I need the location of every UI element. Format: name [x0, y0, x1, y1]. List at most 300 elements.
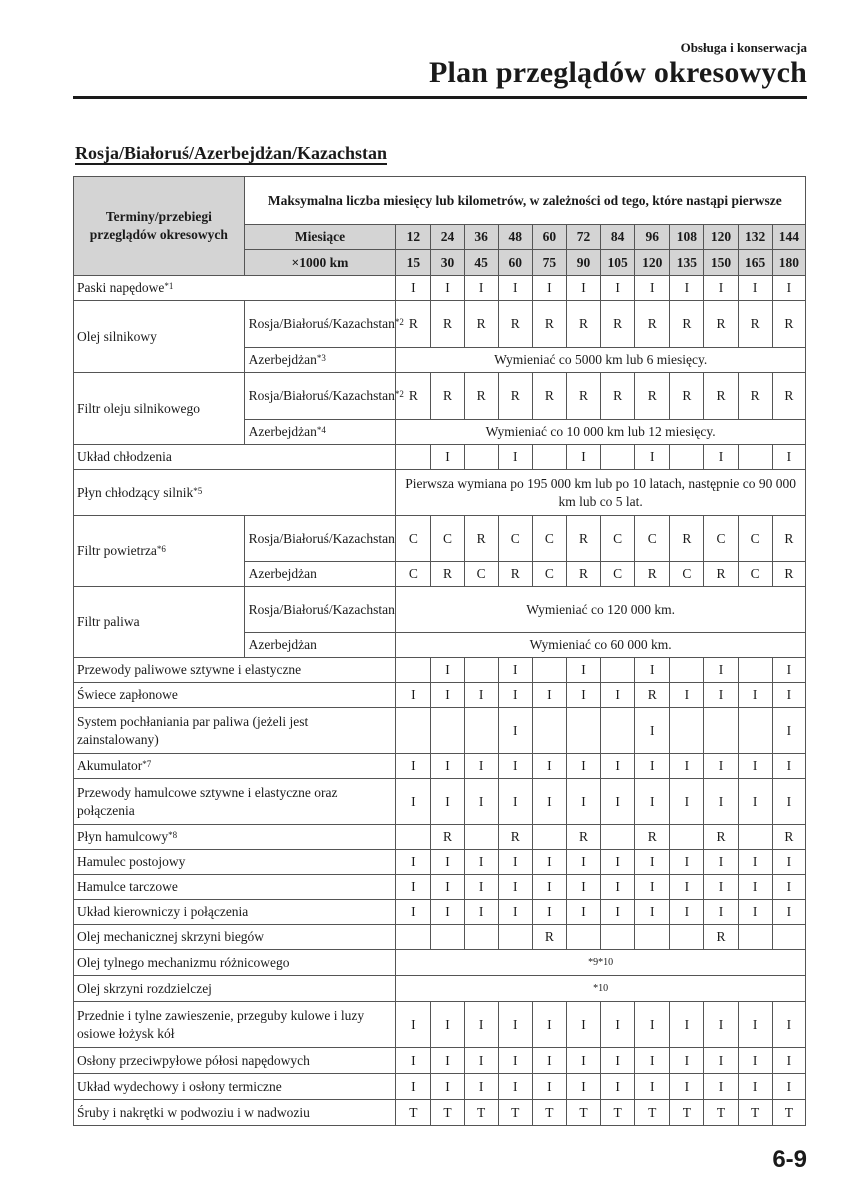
schedule-cell: I: [738, 1048, 772, 1074]
table-row: [74, 925, 806, 950]
schedule-cell: [601, 708, 635, 754]
schedule-cell: I: [738, 779, 772, 825]
item-label: Hamulce tarczowe: [74, 875, 396, 900]
schedule-cell: R: [601, 373, 635, 420]
month-cell: 84: [601, 225, 635, 250]
schedule-cell: [670, 658, 704, 683]
schedule-cell: [601, 658, 635, 683]
schedule-cell: I: [498, 708, 532, 754]
schedule-cell: C: [464, 562, 498, 587]
schedule-cell: I: [704, 779, 738, 825]
item-label: Śruby i nakrętki w podwoziu i w nadwoziu: [74, 1100, 396, 1126]
schedule-cell: I: [498, 754, 532, 779]
schedule-cell: I: [532, 779, 566, 825]
schedule-cell: I: [532, 1048, 566, 1074]
schedule-cell: I: [566, 445, 600, 470]
interval-note: Wymieniać co 120 000 km.: [396, 587, 806, 633]
region-label: Azerbejdżan: [244, 633, 396, 658]
km-cell: 45: [464, 250, 498, 276]
schedule-cell: I: [498, 445, 532, 470]
schedule-cell: [601, 445, 635, 470]
schedule-cell: [738, 925, 772, 950]
schedule-cell: C: [601, 516, 635, 562]
schedule-cell: C: [704, 516, 738, 562]
schedule-cell: I: [635, 850, 670, 875]
schedule-cell: I: [635, 875, 670, 900]
schedule-cell: [670, 925, 704, 950]
schedule-cell: I: [498, 875, 532, 900]
schedule-cell: I: [464, 754, 498, 779]
km-cell: 120: [635, 250, 670, 276]
schedule-cell: C: [532, 516, 566, 562]
schedule-cell: I: [431, 1048, 464, 1074]
month-cell: 96: [635, 225, 670, 250]
schedule-cell: I: [670, 1002, 704, 1048]
schedule-cell: T: [532, 1100, 566, 1126]
schedule-cell: I: [498, 1048, 532, 1074]
schedule-cell: I: [738, 754, 772, 779]
footnote-reference: *10: [396, 976, 806, 1002]
schedule-cell: R: [670, 373, 704, 420]
item-label: Filtr powietrza$^{*6}$: [74, 516, 245, 587]
schedule-cell: I: [566, 779, 600, 825]
schedule-cell: R: [704, 825, 738, 850]
item-label: System pochłaniania par paliwa (jeżeli jest zainstalowany): [74, 708, 396, 754]
km-cell: 15: [396, 250, 431, 276]
schedule-cell: [431, 708, 464, 754]
table-row: [74, 683, 806, 708]
region-label: Azerbejdżan$^{*4}$: [244, 420, 396, 445]
schedule-cell: I: [704, 875, 738, 900]
table-row: [74, 779, 806, 825]
schedule-cell: I: [431, 658, 464, 683]
schedule-cell: I: [704, 900, 738, 925]
schedule-cell: R: [532, 301, 566, 348]
schedule-cell: I: [566, 1002, 600, 1048]
schedule-cell: R: [635, 562, 670, 587]
schedule-cell: C: [396, 562, 431, 587]
schedule-cell: I: [772, 900, 805, 925]
schedule-cell: [396, 925, 431, 950]
item-label: Filtr oleju silnikowego: [74, 373, 245, 445]
schedule-cell: I: [772, 875, 805, 900]
schedule-cell: I: [738, 900, 772, 925]
schedule-cell: [635, 925, 670, 950]
schedule-cell: T: [601, 1100, 635, 1126]
schedule-cell: [532, 708, 566, 754]
month-cell: 48: [498, 225, 532, 250]
schedule-cell: I: [431, 445, 464, 470]
schedule-cell: I: [532, 1002, 566, 1048]
schedule-cell: I: [396, 875, 431, 900]
schedule-cell: I: [396, 850, 431, 875]
schedule-cell: I: [464, 1074, 498, 1100]
schedule-cell: [670, 708, 704, 754]
schedule-cell: R: [464, 373, 498, 420]
schedule-cell: [670, 825, 704, 850]
schedule-cell: I: [601, 850, 635, 875]
schedule-cell: I: [431, 1074, 464, 1100]
schedule-cell: I: [464, 779, 498, 825]
schedule-cell: I: [431, 850, 464, 875]
schedule-cell: R: [431, 562, 464, 587]
maintenance-schedule-table: [73, 176, 806, 1126]
schedule-cell: I: [670, 754, 704, 779]
schedule-cell: R: [566, 373, 600, 420]
schedule-cell: R: [635, 825, 670, 850]
item-label: Układ chłodzenia: [74, 445, 396, 470]
table-row: [74, 875, 806, 900]
schedule-cell: I: [670, 1048, 704, 1074]
month-cell: 36: [464, 225, 498, 250]
interval-note: Wymieniać co 60 000 km.: [396, 633, 806, 658]
schedule-cell: C: [601, 562, 635, 587]
schedule-cell: R: [704, 373, 738, 420]
schedule-cell: I: [498, 683, 532, 708]
item-label: Płyn chłodzący silnik$^{*5}$: [74, 470, 396, 516]
item-label: Olej skrzyni rozdzielczej: [74, 976, 396, 1002]
schedule-cell: R: [532, 925, 566, 950]
schedule-cell: R: [431, 825, 464, 850]
table-row: [74, 276, 806, 301]
schedule-cell: I: [704, 658, 738, 683]
schedule-cell: R: [772, 301, 805, 348]
schedule-cell: I: [532, 875, 566, 900]
schedule-cell: T: [431, 1100, 464, 1126]
month-cell: 132: [738, 225, 772, 250]
schedule-cell: I: [396, 276, 431, 301]
schedule-cell: I: [566, 683, 600, 708]
schedule-cell: R: [704, 301, 738, 348]
schedule-cell: I: [532, 276, 566, 301]
table-row: [74, 754, 806, 779]
schedule-cell: I: [464, 850, 498, 875]
schedule-cell: C: [670, 562, 704, 587]
schedule-cell: [532, 445, 566, 470]
schedule-cell: I: [498, 1074, 532, 1100]
schedule-cell: I: [498, 276, 532, 301]
schedule-cell: I: [738, 1074, 772, 1100]
schedule-cell: I: [431, 875, 464, 900]
schedule-cell: R: [498, 562, 532, 587]
schedule-cell: C: [635, 516, 670, 562]
schedule-cell: T: [738, 1100, 772, 1126]
schedule-cell: I: [635, 1048, 670, 1074]
region-label: Rosja/Białoruś/Kazachstan: [244, 516, 396, 562]
schedule-cell: I: [566, 1048, 600, 1074]
schedule-cell: [498, 925, 532, 950]
month-cell: 72: [566, 225, 600, 250]
interval-note: Pierwsza wymiana po 195 000 km lub po 10 latach, następnie co 90 000 km lub co 5 lat.: [396, 470, 806, 516]
region-label: Azerbejdżan$^{*3}$: [244, 348, 396, 373]
schedule-cell: I: [738, 683, 772, 708]
schedule-cell: [464, 445, 498, 470]
schedule-cell: I: [566, 658, 600, 683]
title-divider: [73, 96, 807, 99]
item-label: Przewody hamulcowe sztywne i elastyczne oraz połączenia: [74, 779, 396, 825]
month-cell: 120: [704, 225, 738, 250]
km-label: ×1000 km: [244, 250, 396, 276]
schedule-cell: I: [704, 445, 738, 470]
schedule-cell: I: [431, 1002, 464, 1048]
km-cell: 75: [532, 250, 566, 276]
schedule-cell: C: [738, 516, 772, 562]
schedule-cell: I: [772, 445, 805, 470]
item-label: Układ wydechowy i osłony termiczne: [74, 1074, 396, 1100]
schedule-cell: I: [772, 779, 805, 825]
schedule-cell: I: [396, 1074, 431, 1100]
table-row: [74, 445, 806, 470]
schedule-cell: I: [601, 779, 635, 825]
footnote-reference: *9*10: [396, 950, 806, 976]
schedule-cell: T: [772, 1100, 805, 1126]
schedule-cell: I: [670, 276, 704, 301]
item-label: Olej tylnego mechanizmu różnicowego: [74, 950, 396, 976]
table-row: [74, 1074, 806, 1100]
intervals-column-header: Terminy/przebiegi przeglądów okresowych: [74, 177, 245, 276]
schedule-cell: R: [396, 373, 431, 420]
schedule-cell: [396, 708, 431, 754]
interval-note: Wymieniać co 10 000 km lub 12 miesięcy.: [396, 420, 806, 445]
schedule-cell: I: [704, 1048, 738, 1074]
schedule-cell: R: [635, 301, 670, 348]
schedule-cell: I: [738, 276, 772, 301]
schedule-cell: R: [772, 373, 805, 420]
item-label: Filtr paliwa: [74, 587, 245, 658]
schedule-cell: I: [738, 1002, 772, 1048]
schedule-cell: I: [601, 1074, 635, 1100]
schedule-cell: I: [498, 850, 532, 875]
schedule-cell: R: [566, 516, 600, 562]
schedule-cell: I: [498, 779, 532, 825]
schedule-cell: R: [704, 562, 738, 587]
schedule-cell: I: [566, 900, 600, 925]
table-row: [74, 900, 806, 925]
schedule-cell: I: [532, 1074, 566, 1100]
km-cell: 30: [431, 250, 464, 276]
schedule-cell: I: [464, 276, 498, 301]
schedule-cell: R: [772, 825, 805, 850]
schedule-cell: I: [431, 276, 464, 301]
schedule-cell: I: [772, 850, 805, 875]
schedule-cell: T: [670, 1100, 704, 1126]
schedule-cell: [738, 445, 772, 470]
schedule-cell: [464, 925, 498, 950]
item-label: Akumulator$^{*7}$: [74, 754, 396, 779]
schedule-cell: I: [670, 683, 704, 708]
schedule-cell: R: [635, 683, 670, 708]
month-cell: 60: [532, 225, 566, 250]
item-label: Przednie i tylne zawieszenie, przeguby kulowe i luzy osiowe łożysk kół: [74, 1002, 396, 1048]
schedule-cell: R: [431, 373, 464, 420]
month-cell: 108: [670, 225, 704, 250]
schedule-cell: I: [566, 850, 600, 875]
table-row: [74, 1100, 806, 1126]
schedule-cell: I: [532, 754, 566, 779]
page-title: Plan przeglądów okresowych: [429, 56, 807, 89]
schedule-cell: [601, 925, 635, 950]
schedule-cell: I: [670, 850, 704, 875]
schedule-cell: I: [670, 779, 704, 825]
region-label: Rosja/Białoruś/Kazachstan$^{*2}$: [244, 373, 396, 420]
schedule-cell: I: [670, 875, 704, 900]
schedule-cell: R: [431, 301, 464, 348]
schedule-cell: [532, 825, 566, 850]
item-label: Hamulec postojowy: [74, 850, 396, 875]
schedule-cell: R: [566, 825, 600, 850]
schedule-cell: I: [601, 1002, 635, 1048]
schedule-cell: R: [566, 562, 600, 587]
table-row: [74, 1002, 806, 1048]
schedule-cell: I: [635, 276, 670, 301]
schedule-cell: I: [772, 708, 805, 754]
schedule-cell: I: [566, 276, 600, 301]
schedule-cell: R: [498, 373, 532, 420]
schedule-cell: [601, 825, 635, 850]
month-cell: 24: [431, 225, 464, 250]
schedule-cell: I: [464, 900, 498, 925]
schedule-cell: I: [396, 1002, 431, 1048]
schedule-cell: I: [464, 875, 498, 900]
item-label: Osłony przeciwpyłowe półosi napędowych: [74, 1048, 396, 1074]
schedule-cell: I: [704, 1074, 738, 1100]
schedule-cell: C: [396, 516, 431, 562]
schedule-cell: [464, 708, 498, 754]
schedule-cell: [738, 658, 772, 683]
schedule-cell: I: [396, 779, 431, 825]
table-row: [74, 301, 806, 348]
schedule-cell: I: [566, 875, 600, 900]
schedule-cell: I: [601, 683, 635, 708]
schedule-cell: C: [532, 562, 566, 587]
schedule-cell: [738, 708, 772, 754]
region-subheading: Rosja/Białoruś/Azerbejdżan/Kazachstan: [75, 143, 387, 163]
km-cell: 180: [772, 250, 805, 276]
schedule-cell: I: [498, 658, 532, 683]
schedule-cell: I: [431, 900, 464, 925]
schedule-cell: R: [635, 373, 670, 420]
schedule-cell: I: [704, 1002, 738, 1048]
schedule-cell: R: [498, 825, 532, 850]
schedule-cell: I: [635, 445, 670, 470]
schedule-cell: I: [772, 1074, 805, 1100]
table-row: [74, 825, 806, 850]
item-label: Paski napędowe$^{*1}$: [74, 276, 396, 301]
schedule-cell: C: [498, 516, 532, 562]
schedule-cell: [396, 658, 431, 683]
schedule-cell: R: [670, 516, 704, 562]
schedule-cell: R: [772, 562, 805, 587]
schedule-cell: R: [601, 301, 635, 348]
item-label: Olej silnikowy: [74, 301, 245, 373]
page-number: 6-9: [772, 1146, 807, 1173]
schedule-cell: I: [635, 779, 670, 825]
schedule-cell: [396, 825, 431, 850]
km-cell: 135: [670, 250, 704, 276]
schedule-cell: I: [532, 900, 566, 925]
schedule-cell: I: [566, 1074, 600, 1100]
interval-note: Wymieniać co 5000 km lub 6 miesięcy.: [396, 348, 806, 373]
km-cell: 150: [704, 250, 738, 276]
table-row: [74, 1048, 806, 1074]
region-label: Rosja/Białoruś/Kazachstan$^{*2}$: [244, 301, 396, 348]
schedule-cell: I: [635, 754, 670, 779]
table-row: [74, 708, 806, 754]
schedule-cell: I: [772, 658, 805, 683]
schedule-cell: I: [396, 754, 431, 779]
table-row: [74, 516, 806, 562]
schedule-cell: R: [464, 516, 498, 562]
schedule-cell: I: [601, 1048, 635, 1074]
region-label: Rosja/Białoruś/Kazachstan: [244, 587, 396, 633]
schedule-cell: I: [601, 276, 635, 301]
schedule-cell: R: [566, 301, 600, 348]
schedule-cell: T: [464, 1100, 498, 1126]
table-row: [74, 950, 806, 976]
schedule-cell: I: [704, 754, 738, 779]
schedule-cell: I: [704, 850, 738, 875]
schedule-cell: I: [635, 1002, 670, 1048]
schedule-cell: C: [738, 562, 772, 587]
schedule-cell: I: [738, 875, 772, 900]
km-cell: 105: [601, 250, 635, 276]
schedule-cell: I: [704, 683, 738, 708]
schedule-cell: I: [396, 900, 431, 925]
section-label: Obsługa i konserwacja: [680, 40, 807, 55]
schedule-cell: R: [738, 373, 772, 420]
schedule-cell: [738, 825, 772, 850]
schedule-cell: R: [532, 373, 566, 420]
schedule-cell: I: [772, 754, 805, 779]
item-label: Płyn hamulcowy$^{*8}$: [74, 825, 396, 850]
table-row: [74, 470, 806, 516]
schedule-cell: [532, 658, 566, 683]
schedule-cell: I: [566, 754, 600, 779]
schedule-cell: C: [431, 516, 464, 562]
schedule-cell: [464, 825, 498, 850]
item-label: Układ kierowniczy i połączenia: [74, 900, 396, 925]
schedule-cell: R: [498, 301, 532, 348]
schedule-cell: [566, 925, 600, 950]
region-label: Azerbejdżan: [244, 562, 396, 587]
month-cell: 12: [396, 225, 431, 250]
schedule-cell: I: [635, 708, 670, 754]
schedule-cell: T: [396, 1100, 431, 1126]
table-row: [74, 658, 806, 683]
schedule-cell: T: [566, 1100, 600, 1126]
schedule-cell: I: [532, 683, 566, 708]
schedule-cell: R: [464, 301, 498, 348]
schedule-cell: I: [464, 1002, 498, 1048]
schedule-cell: I: [772, 683, 805, 708]
schedule-cell: I: [772, 1002, 805, 1048]
table-row: [74, 850, 806, 875]
schedule-cell: I: [431, 779, 464, 825]
schedule-cell: I: [670, 900, 704, 925]
schedule-cell: I: [431, 754, 464, 779]
schedule-cell: I: [738, 850, 772, 875]
schedule-cell: T: [635, 1100, 670, 1126]
km-cell: 90: [566, 250, 600, 276]
schedule-cell: R: [396, 301, 431, 348]
schedule-cell: I: [601, 900, 635, 925]
schedule-cell: I: [498, 1002, 532, 1048]
km-cell: 165: [738, 250, 772, 276]
schedule-cell: I: [635, 1074, 670, 1100]
schedule-cell: I: [601, 875, 635, 900]
month-cell: 144: [772, 225, 805, 250]
schedule-cell: R: [670, 301, 704, 348]
